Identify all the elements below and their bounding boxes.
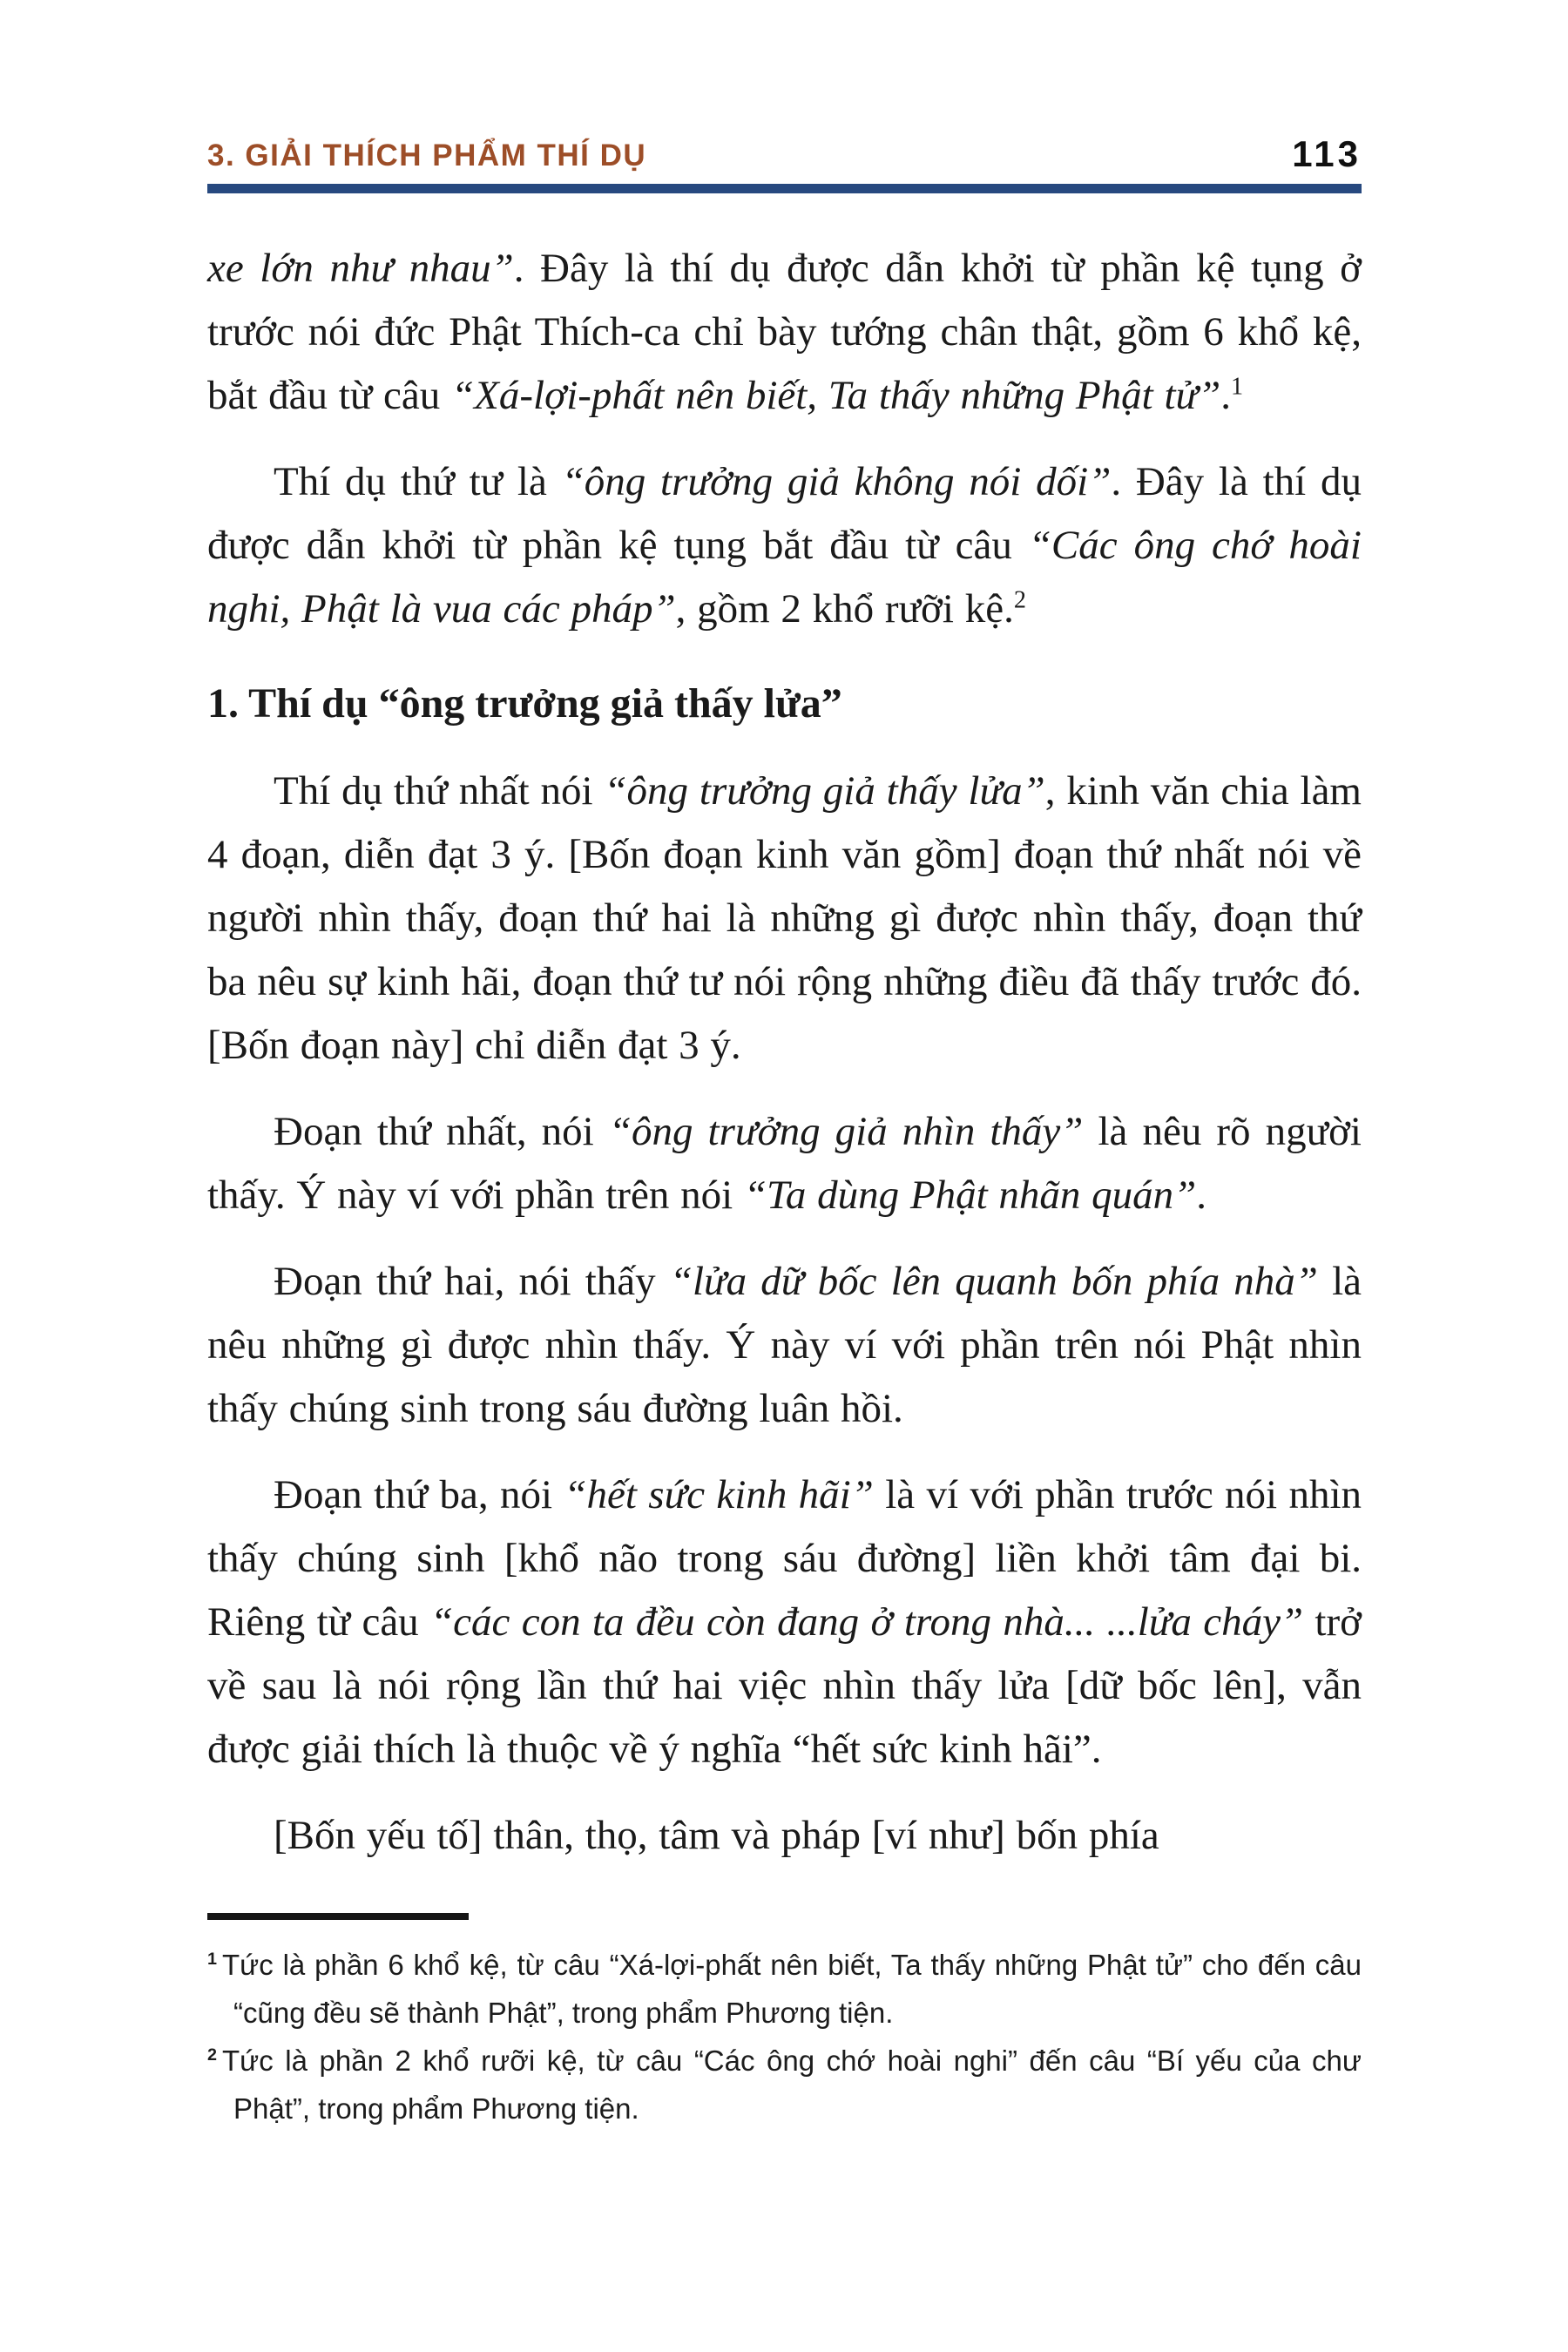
footnote-ref: 1 [1231, 373, 1244, 401]
text-run: . [1220, 373, 1232, 418]
text-run: là nêu rõ người thấy. Ý này ví với phần trên nói [207, 1109, 1362, 1218]
quoted-phrase: “Ta dùng Phật nhãn quán” [743, 1173, 1197, 1218]
text-run: , gồm 2 khổ rưỡi kệ. [675, 586, 1014, 632]
body-paragraph [207, 237, 1362, 428]
quoted-phrase: “các con ta đều còn đang ở trong nhà... ...lửa cháy” [430, 1599, 1304, 1645]
text-run: [Bốn yếu tố] thân, thọ, tâm và pháp [ví như] bốn phía [274, 1813, 1159, 1858]
header-rule [207, 184, 1362, 193]
footnote-text: Tức là phần 2 khổ rưỡi kệ, từ câu “Các ông chớ hoài nghi” đến câu “Bí yếu của chư Phật”, trong phẩm Phương tiện. [222, 2044, 1362, 2125]
quoted-phrase: “ông trưởng giả thấy lửa” [604, 768, 1045, 814]
body-paragraph [207, 1100, 1362, 1227]
text-run: Đoạn thứ hai, nói thấy [274, 1259, 670, 1304]
quoted-phrase: “Các ông chớ hoài nghi, Phật là vua các pháp” [207, 523, 1362, 632]
text-run: trở về sau là nói rộng lần thứ hai việc nhìn thấy lửa [dữ bốc lên], vẫn được giải thích là thuộc về ý nghĩa “hết sức kinh hãi”. [207, 1599, 1362, 1772]
quoted-phrase: “Xá-lợi-phất nên biết, Ta thấy những Phật tử” [451, 373, 1221, 418]
text-run: là ví với phần trước nói nhìn thấy chúng sinh [khổ não trong sáu đường] liền khởi tâm đại bi. Riêng từ câu [207, 1472, 1362, 1645]
page-body [207, 237, 1362, 1868]
footnote-ref: 2 [1013, 586, 1026, 614]
body-paragraph [207, 450, 1362, 641]
quoted-phrase: xe lớn như nhau” [207, 246, 514, 291]
footnote-text: Tức là phần 6 khổ kệ, từ câu “Xá-lợi-phất nên biết, Ta thấy những Phật tử” cho đến câu “cũng đều sẽ thành Phật”, trong phẩm Phương tiện. [222, 1949, 1362, 2029]
quoted-phrase: “ông trưởng giả nhìn thấy” [608, 1109, 1084, 1154]
footnote-divider [207, 1913, 469, 1920]
quoted-phrase: “lửa dữ bốc lên quanh bốn phía nhà” [669, 1259, 1318, 1304]
footnote-marker: 2 [207, 2045, 218, 2065]
text-run: , kinh văn chia làm 4 đoạn, diễn đạt 3 ý. [Bốn đoạn kinh văn gồm] đoạn thứ nhất nói về người nhìn thấy, đoạn thứ hai là những gì được nhìn thấy, đoạn thứ ba nêu sự kinh hãi, đoạn thứ tư nói rộng những điều đã thấy trước đó. [Bốn đoạn này] chỉ diễn đạt 3 ý. [207, 768, 1362, 1068]
quoted-phrase: “ông trưởng giả không nói dối” [561, 459, 1112, 504]
text-run: Thí dụ thứ nhất nói [274, 768, 605, 814]
quoted-phrase: “hết sức kinh hãi” [564, 1472, 874, 1517]
text-run: Đoạn thứ nhất, nói [274, 1109, 609, 1154]
page-number: 113 [1292, 133, 1362, 174]
text-run: . [1196, 1173, 1207, 1218]
text-run: . Đây là thí dụ được dẫn khởi từ phần kệ tụng ở trước nói đức Phật Thích-ca chỉ bày tướng chân thật, gồm 6 khổ kệ, bắt đầu từ câu [207, 246, 1362, 418]
text-run: Đoạn thứ ba, nói [274, 1472, 564, 1517]
text-run: . Đây là thí dụ được dẫn khởi từ phần kệ tụng bắt đầu từ câu [207, 459, 1362, 568]
footnote-1 [207, 1941, 1362, 2037]
text-run: là nêu những gì được nhìn thấy. Ý này ví với phần trên nói Phật nhìn thấy chúng sinh trong sáu đường luân hồi. [207, 1259, 1362, 1431]
section-heading: 1. Thí dụ “ông trưởng giả thấy lửa” [207, 680, 842, 727]
footnote-2 [207, 2037, 1362, 2132]
body-paragraph [207, 760, 1362, 1078]
footnote-marker: 1 [207, 1950, 218, 1969]
body-paragraph [207, 1804, 1362, 1868]
body-paragraph [207, 1463, 1362, 1781]
footnotes [207, 1941, 1362, 2132]
running-header [207, 133, 1362, 174]
chapter-title: 3. GIẢI THÍCH PHẨM THÍ DỤ [207, 139, 647, 172]
text-run: Thí dụ thứ tư là [274, 459, 562, 504]
body-paragraph [207, 1250, 1362, 1441]
